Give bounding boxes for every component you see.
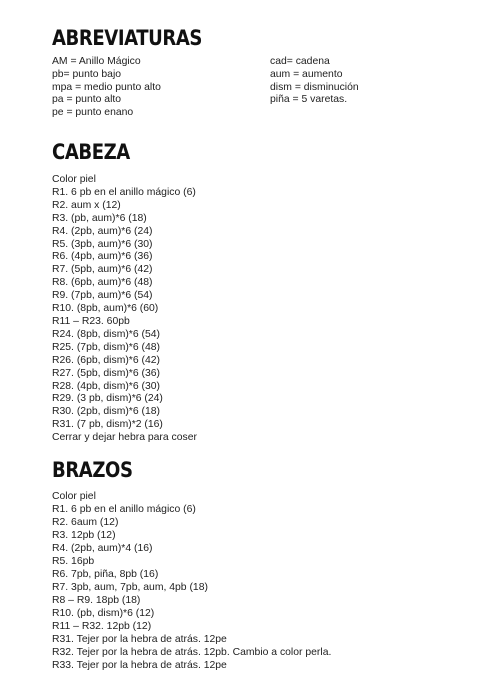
instruction-line: R29. (3 pb, dism)*6 (24) [52, 393, 163, 405]
instruction-line: R8. (6pb, aum)*6 (48) [52, 277, 153, 289]
instruction-line: R7. (5pb, aum)*6 (42) [52, 264, 153, 276]
brazos-instructions [52, 490, 331, 672]
instruction-line: R32. Tejer por la hebra de atrás. 12pb. Cambio a color perla. [52, 647, 332, 658]
heading-brazos: BRAZOS [52, 458, 133, 482]
abbreviations-list-right [270, 56, 359, 107]
instruction-line: R1. 6 pb en el anillo mágico (6) [52, 186, 196, 198]
instruction-line: R8 – R9. 18pb (18) [52, 595, 141, 606]
heading-cabeza: CABEZA [52, 140, 130, 164]
cabeza-instructions [52, 174, 197, 445]
instruction-line: R9. (7pb, aum)*6 (54) [52, 290, 153, 302]
instruction-line: Cerrar y dejar hebra para coser [52, 432, 197, 444]
instruction-line: R28. (4pb, dism)*6 (30) [52, 380, 160, 392]
instruction-line: R11 – R32. 12pb (12) [52, 621, 152, 632]
instruction-line: R2. aum x (12) [52, 199, 121, 211]
instruction-line: Color piel [52, 491, 96, 502]
instruction-line: R4. (2pb, aum)*6 (24) [52, 225, 153, 237]
abbreviation-item: aum = aumento [270, 68, 343, 80]
instruction-line: R31. (7 pb, dism)*2 (16) [52, 419, 163, 431]
abbreviation-item: piña = 5 varetas. [270, 94, 348, 106]
instruction-line: R3. (pb, aum)*6 (18) [52, 212, 147, 224]
abbreviation-item: mpa = medio punto alto [52, 81, 161, 93]
instruction-line: R26. (6pb, dism)*6 (42) [52, 354, 160, 366]
instruction-line: R31. Tejer por la hebra de atrás. 12pe [52, 634, 227, 645]
abbreviation-item: AM = Anillo Mágico [52, 56, 141, 67]
instruction-line: Color piel [52, 174, 96, 185]
instruction-line: R4. (2pb, aum)*4 (16) [52, 543, 153, 554]
instruction-line: R3. 12pb (12) [52, 530, 116, 541]
instruction-line: R11 – R23. 60pb [52, 315, 130, 327]
instruction-line: R6. 7pb, piña, 8pb (16) [52, 569, 159, 580]
abbreviation-item: dism = disminución [270, 81, 359, 93]
abbreviation-item: cad= cadena [270, 56, 330, 67]
abbreviation-item: pe = punto enano [52, 107, 134, 119]
instruction-line: R33. Tejer por la hebra de atrás. 12pe [52, 660, 227, 671]
instruction-line: R2. 6aum (12) [52, 517, 119, 528]
abbreviation-item: pa = punto alto [52, 94, 122, 106]
instruction-line: R24. (8pb, dism)*6 (54) [52, 328, 160, 340]
instruction-line: R27. (5pb, dism)*6 (36) [52, 367, 160, 379]
instruction-line: R10. (pb, dism)*6 (12) [52, 608, 155, 619]
instruction-line: R1. 6 pb en el anillo mágico (6) [52, 504, 196, 515]
instruction-line: R5. (3pb, aum)*6 (30) [52, 238, 153, 250]
instruction-line: R10. (8pb, aum)*6 (60) [52, 303, 159, 315]
instruction-line: R6. (4pb, aum)*6 (36) [52, 251, 153, 263]
heading-abreviaturas: ABREVIATURAS [52, 26, 202, 50]
instruction-line: R5. 16pb [52, 556, 95, 567]
instruction-line: R7. 3pb, aum, 7pb, aum, 4pb (18) [52, 582, 208, 593]
abbreviation-item: pb= punto bajo [52, 68, 122, 80]
instruction-line: R30. (2pb, dism)*6 (18) [52, 406, 160, 418]
instruction-line: R25. (7pb, dism)*6 (48) [52, 341, 160, 353]
abbreviations-list-left [52, 56, 161, 120]
